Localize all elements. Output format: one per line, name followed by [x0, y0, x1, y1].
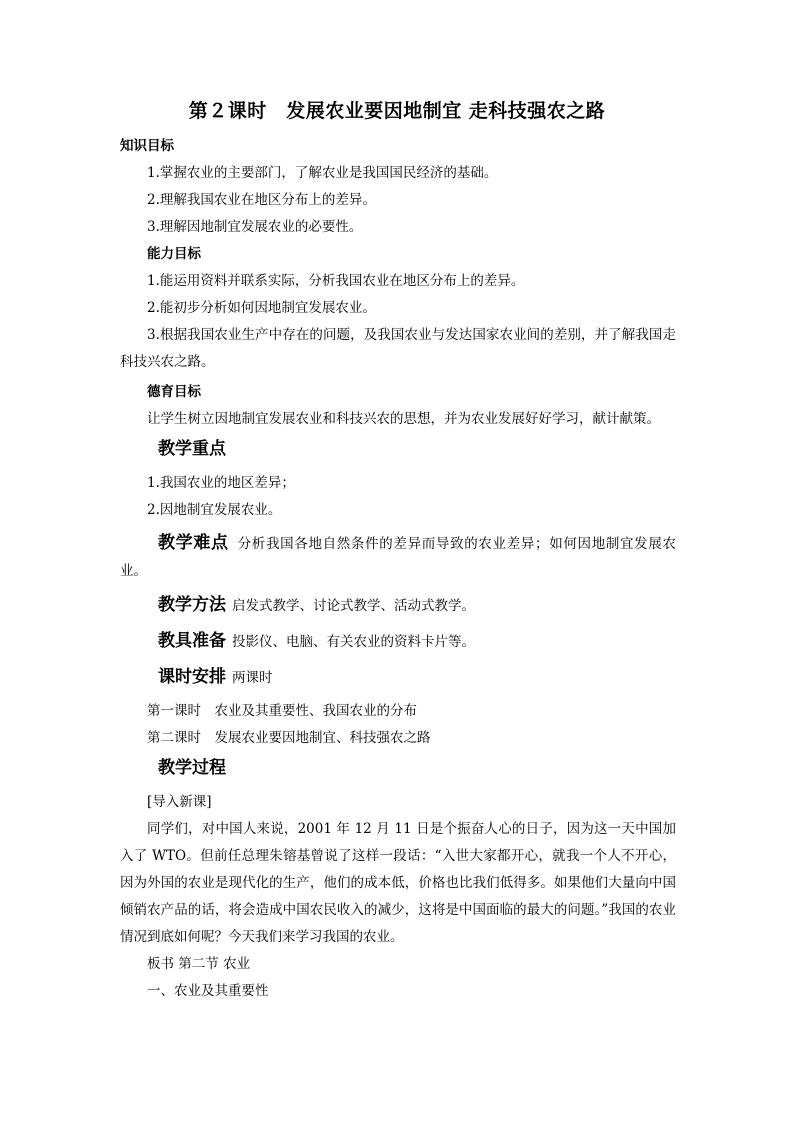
intro-label: [导入新课]	[147, 794, 212, 810]
schedule-lesson-1: 第一课时 农业及其重要性、我国农业的分布	[147, 703, 417, 719]
section-heading: 一、农业及其重要性	[147, 983, 269, 999]
key-points-heading: 教学重点	[158, 439, 226, 459]
tools-block	[158, 628, 475, 655]
ability-goal-2: 2.能初步分析如何因地制宜发展农业。	[147, 300, 376, 316]
intro-paragraph: 同学们，对中国人来说，2001 年 12 月 11 日是个振奋人心的日子，因为这一天中国加入了 WTO。但前任总理朱镕基曾说了这样一段话：“入世大家都开心，就我一个人不开心，因为外国的农业是现代化的生产，他们的成本低，价格也比我们低得多。如果他们大量向中国倾销农产品的话，将会造成中国农民收入的减少，这将是中国面临的最大的问题。”我国的农业情况到底如何呢？今天我们来学习我国的农业。	[120, 821, 676, 945]
ability-goals-label: 能力目标	[147, 246, 201, 262]
tools-text: 投影仪、电脑、有关农业的资料卡片等。	[232, 634, 475, 650]
ability-goal-3: 3.根据我国农业生产中存在的问题，及我国农业与发达国家农业间的差别，并了解我国走科技兴农之路。	[120, 327, 676, 370]
knowledge-goal-3: 3.理解因地制宜发展农业的必要性。	[147, 219, 363, 235]
schedule-block	[158, 664, 273, 691]
schedule-lesson-2: 第二课时 发展农业要因地制宜、科技强农之路	[147, 730, 431, 746]
method-text: 启发式教学、讨论式教学、活动式教学。	[232, 598, 475, 614]
tools-heading: 教具准备	[158, 631, 226, 651]
document-title: 第２课时 发展农业要因地制宜 走科技强农之路	[188, 100, 606, 122]
method-block	[158, 592, 475, 619]
ability-goal-1: 1.能运用资料并联系实际，分析我国农业在地区分布上的差异。	[147, 273, 525, 289]
knowledge-goals-label: 知识目标	[120, 138, 174, 154]
schedule-heading: 课时安排	[158, 667, 226, 687]
moral-goals-label: 德育目标	[147, 384, 201, 400]
knowledge-goal-2: 2.理解我国农业在地区分布上的差异。	[147, 192, 376, 208]
key-point-2: 2.因地制宜发展农业。	[147, 502, 282, 518]
difficulty-block	[120, 530, 676, 585]
knowledge-goal-1: 1.掌握农业的主要部门，了解农业是我国国民经济的基础。	[147, 165, 498, 181]
key-point-1: 1.我国农业的地区差异；	[147, 475, 295, 491]
moral-goals-text: 让学生树立因地制宜发展农业和科技兴农的思想，并为农业发展好好学习，献计献策。	[147, 411, 660, 427]
board-title: 板书 第二节 农业	[147, 956, 251, 972]
method-heading: 教学方法	[158, 595, 226, 615]
difficulty-text: 分析我国各地自然条件的差异而导致的农业差异；如何因地制宜发展农业。	[120, 536, 677, 579]
schedule-text: 两课时	[232, 670, 273, 686]
difficulty-heading: 教学难点	[158, 533, 229, 553]
process-heading: 教学过程	[158, 758, 226, 778]
